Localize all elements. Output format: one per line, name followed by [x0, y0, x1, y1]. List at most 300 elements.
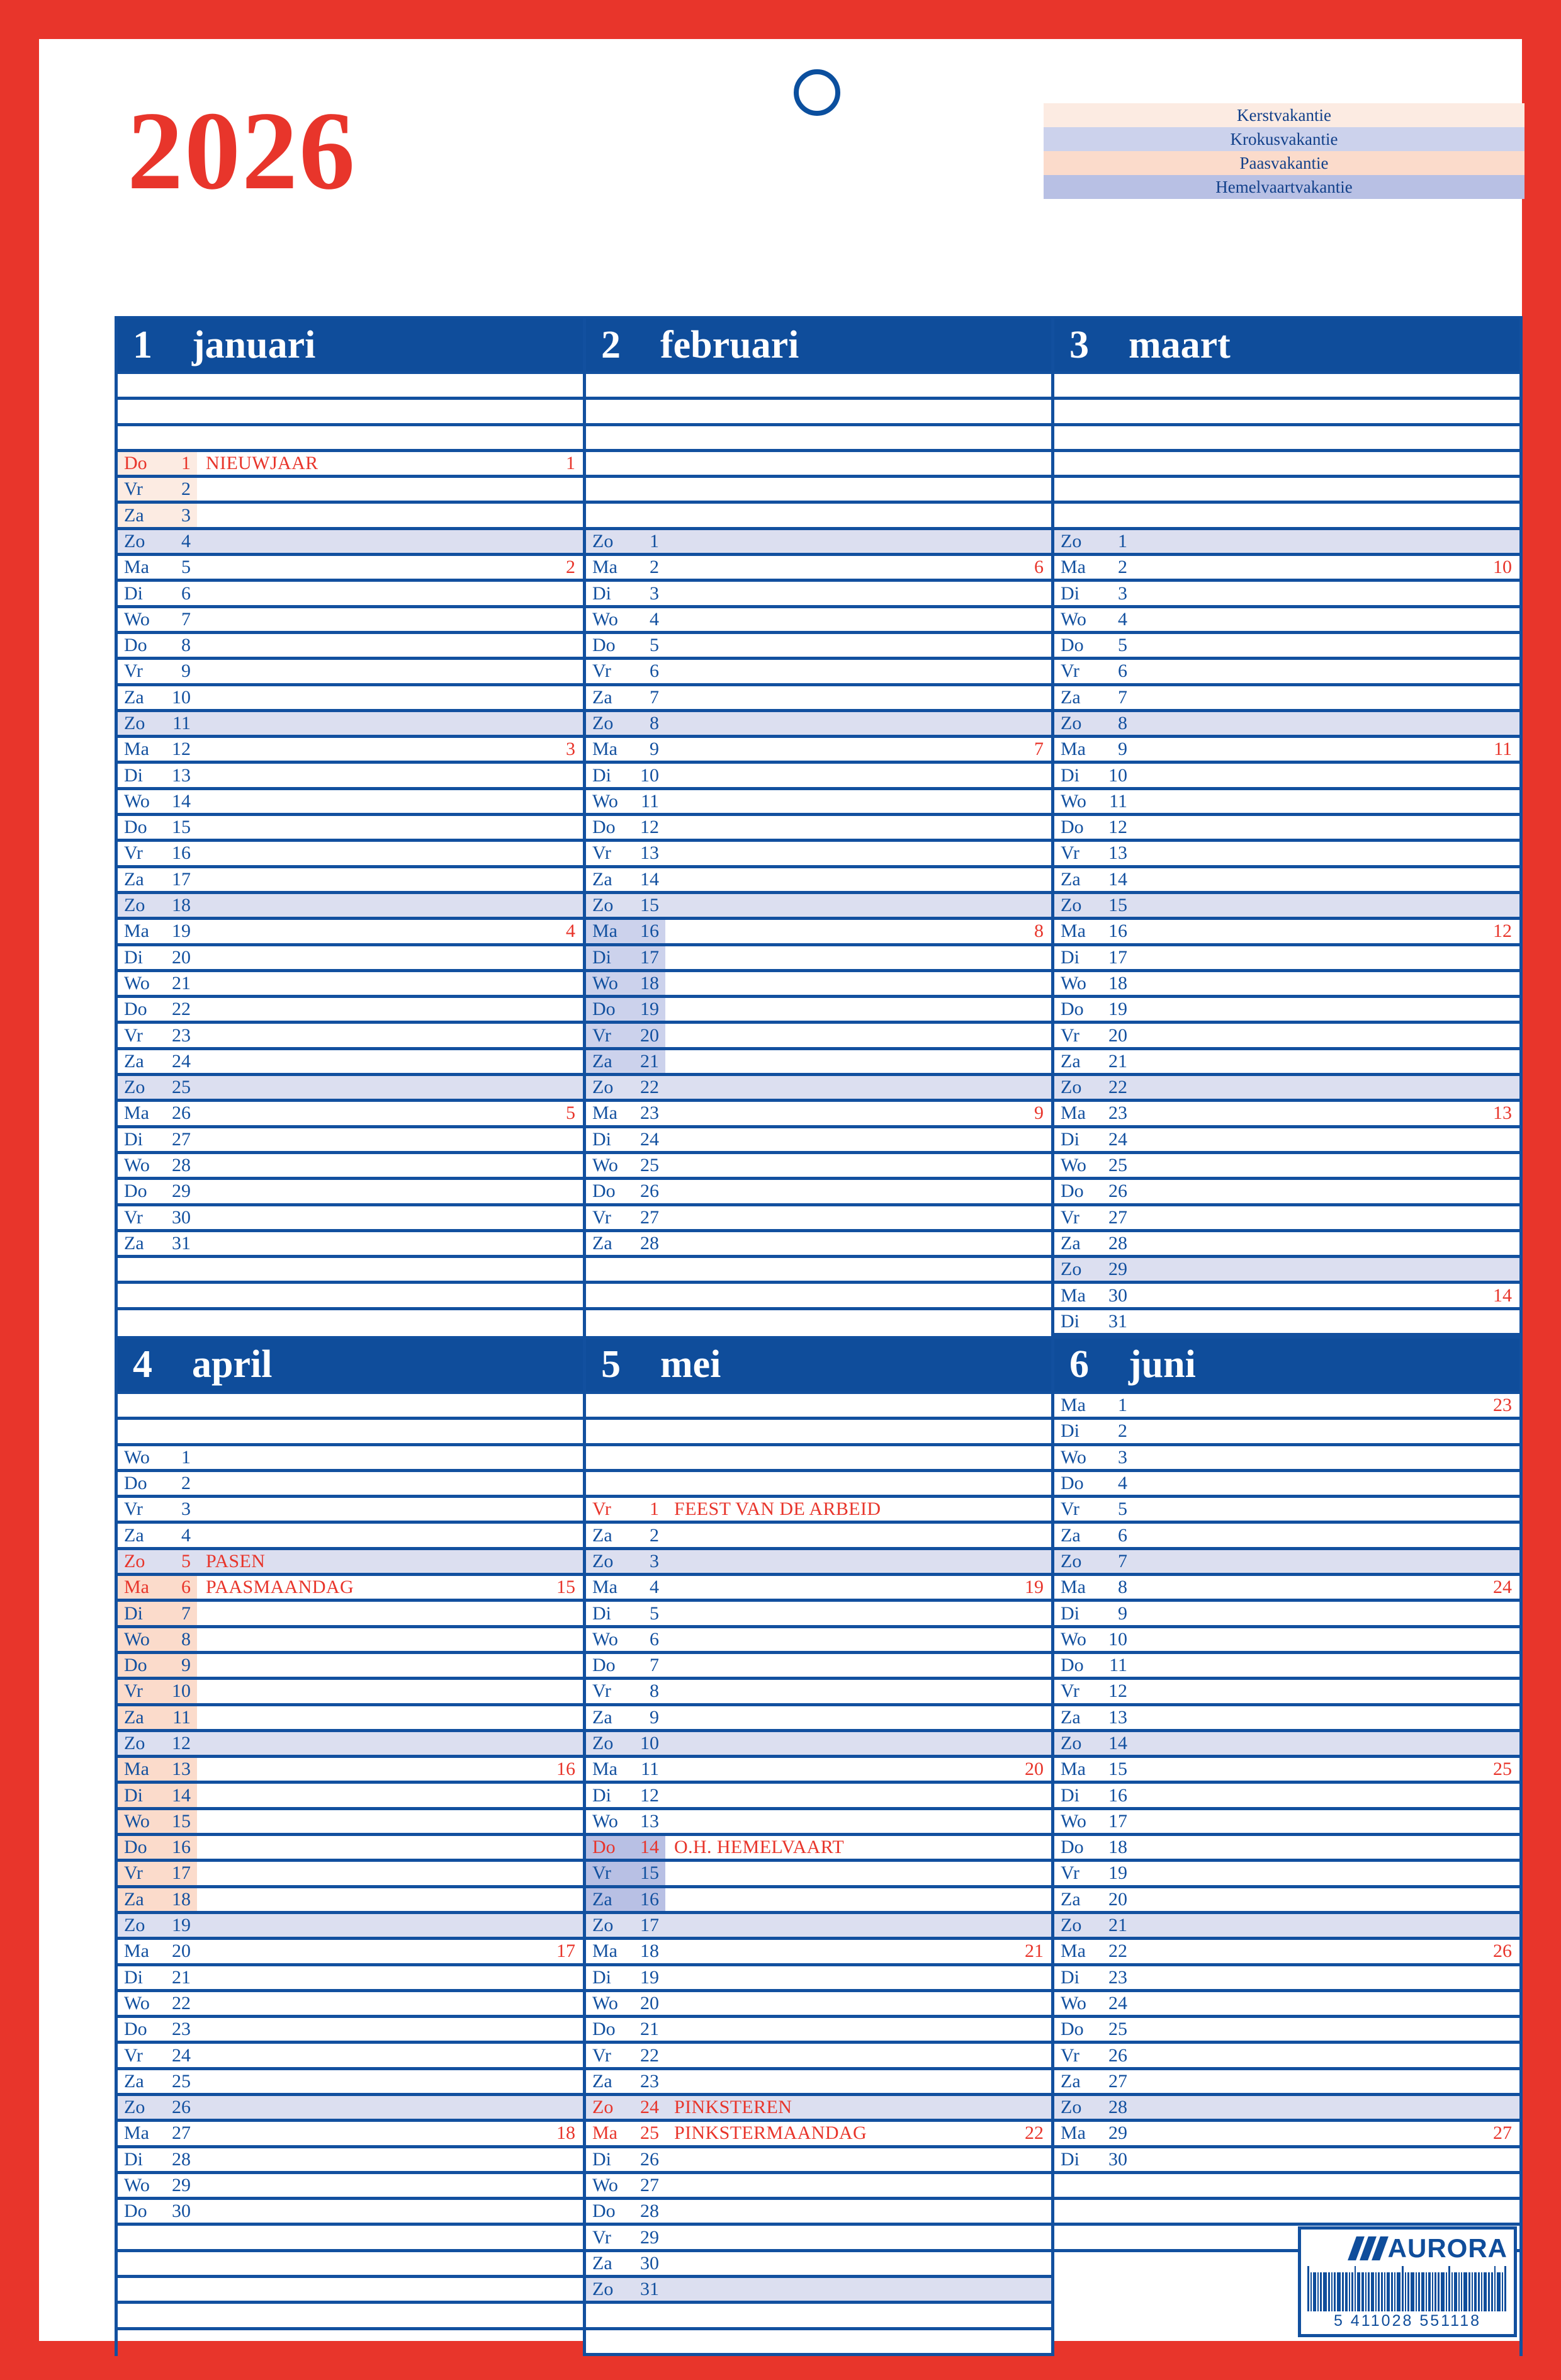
- day-number: 17: [1108, 946, 1127, 968]
- day-row[interactable]: [118, 920, 583, 946]
- day-row[interactable]: [118, 1706, 583, 1732]
- day-row[interactable]: [586, 1128, 1051, 1154]
- day-row[interactable]: [586, 1836, 1051, 1862]
- barcode-bar: [1448, 2266, 1450, 2311]
- day-of-week: Za: [124, 686, 144, 708]
- day-row[interactable]: [586, 2278, 1051, 2304]
- day-row[interactable]: [586, 1862, 1051, 1888]
- day-row[interactable]: [118, 1810, 583, 1836]
- day-row[interactable]: [586, 1232, 1051, 1258]
- day-row[interactable]: [118, 686, 583, 712]
- day-row[interactable]: [1054, 1758, 1519, 1784]
- day-row[interactable]: [1054, 1024, 1519, 1050]
- day-row[interactable]: [1054, 1284, 1519, 1310]
- day-row[interactable]: [586, 1654, 1051, 1680]
- day-number: 2: [650, 1524, 659, 1546]
- day-row[interactable]: [1054, 1836, 1519, 1862]
- day-row[interactable]: [118, 556, 583, 582]
- day-number: 1: [650, 1499, 659, 1520]
- day-row[interactable]: [586, 1524, 1051, 1550]
- day-row[interactable]: [1054, 2096, 1519, 2122]
- day-row[interactable]: [118, 1992, 583, 2018]
- day-row[interactable]: [586, 1784, 1051, 1810]
- day-row[interactable]: [586, 1602, 1051, 1628]
- day-row[interactable]: [586, 1914, 1051, 1940]
- day-row[interactable]: [118, 1550, 583, 1576]
- day-row[interactable]: [586, 1550, 1051, 1576]
- day-row[interactable]: [118, 1966, 583, 1992]
- day-row[interactable]: [118, 1914, 583, 1940]
- day-number: 20: [640, 1992, 659, 2014]
- day-row[interactable]: [118, 478, 583, 504]
- day-row[interactable]: [1054, 1180, 1519, 1206]
- day-number: 6: [650, 1628, 659, 1650]
- day-row[interactable]: [118, 2200, 583, 2226]
- day-row[interactable]: [118, 868, 583, 894]
- day-row[interactable]: [118, 1128, 583, 1154]
- day-row[interactable]: [1054, 634, 1519, 660]
- day-label: [1054, 1706, 1134, 1729]
- day-number: 30: [172, 2201, 191, 2222]
- day-row[interactable]: [1054, 2122, 1519, 2148]
- day-row[interactable]: [1054, 660, 1519, 686]
- day-row[interactable]: [1054, 1914, 1519, 1940]
- day-row[interactable]: [118, 1524, 583, 1550]
- day-row[interactable]: [586, 1024, 1051, 1050]
- day-row[interactable]: [1054, 842, 1519, 868]
- day-label: [1054, 1940, 1134, 1963]
- day-of-week: Wo: [592, 1628, 618, 1650]
- day-number: 23: [172, 2019, 191, 2040]
- day-label: [1054, 2096, 1134, 2119]
- day-row[interactable]: [118, 1498, 583, 1524]
- day-label: [1054, 1680, 1134, 1703]
- day-label: [118, 1446, 197, 1469]
- day-label: [586, 530, 665, 553]
- day-number: 22: [640, 2044, 659, 2066]
- day-row[interactable]: [586, 634, 1051, 660]
- day-of-week: Ma: [592, 1941, 617, 1962]
- day-label: [1054, 1498, 1134, 1521]
- day-row[interactable]: [1054, 1472, 1519, 1498]
- day-number: 15: [172, 817, 191, 838]
- barcode-bar: [1472, 2272, 1473, 2311]
- day-row[interactable]: [118, 634, 583, 660]
- day-label: [586, 1914, 665, 1937]
- day-of-week: Zo: [592, 713, 614, 734]
- empty-row: [586, 1258, 1051, 1284]
- day-row[interactable]: [118, 842, 583, 868]
- day-row[interactable]: [118, 894, 583, 920]
- day-row[interactable]: [1054, 1706, 1519, 1732]
- day-row[interactable]: [1054, 1862, 1519, 1888]
- day-of-week: Ma: [592, 739, 617, 760]
- day-row[interactable]: [118, 1180, 583, 1206]
- day-number: 5: [650, 635, 659, 656]
- day-row[interactable]: [1054, 1076, 1519, 1102]
- day-row[interactable]: [118, 1576, 583, 1602]
- day-label: [1054, 1284, 1134, 1306]
- day-of-week: Di: [1061, 1128, 1079, 1150]
- day-row[interactable]: [118, 1206, 583, 1232]
- day-label: [586, 2200, 665, 2223]
- day-row[interactable]: [586, 608, 1051, 634]
- day-row[interactable]: [1054, 2148, 1519, 2174]
- barcode-bar: [1349, 2272, 1350, 2311]
- day-row[interactable]: [586, 972, 1051, 998]
- day-of-week: Do: [124, 2201, 147, 2222]
- day-row[interactable]: [1054, 1394, 1519, 1420]
- day-label: [118, 1732, 197, 1755]
- day-row[interactable]: [1054, 2070, 1519, 2096]
- day-row[interactable]: [118, 1654, 583, 1680]
- day-number: 3: [650, 1550, 659, 1572]
- day-row[interactable]: [118, 790, 583, 816]
- day-row[interactable]: [1054, 1446, 1519, 1472]
- day-row[interactable]: [1054, 1102, 1519, 1128]
- day-number: 26: [640, 1181, 659, 1202]
- day-label: [1054, 1180, 1134, 1203]
- day-of-week: Wo: [1061, 790, 1086, 812]
- day-label: [1054, 894, 1134, 917]
- day-row[interactable]: [1054, 582, 1519, 608]
- day-number: 19: [1108, 999, 1127, 1020]
- day-row[interactable]: [586, 1154, 1051, 1180]
- day-row[interactable]: [586, 2018, 1051, 2044]
- day-row[interactable]: [1054, 1498, 1519, 1524]
- day-row[interactable]: [1054, 1602, 1519, 1628]
- day-row[interactable]: [1054, 1550, 1519, 1576]
- day-label: [118, 504, 197, 526]
- day-number: 16: [640, 921, 659, 942]
- legend-item-3: Hemelvaartvakantie: [1044, 175, 1524, 199]
- day-row[interactable]: [1054, 972, 1519, 998]
- day-row[interactable]: [1054, 764, 1519, 790]
- empty-row: [118, 2226, 583, 2252]
- day-row[interactable]: [1054, 1206, 1519, 1232]
- day-row[interactable]: [586, 1498, 1051, 1524]
- day-row[interactable]: [1054, 894, 1519, 920]
- day-row[interactable]: [1054, 998, 1519, 1024]
- day-label: [586, 790, 665, 813]
- day-row[interactable]: [118, 712, 583, 738]
- day-of-week: Di: [124, 1128, 143, 1150]
- day-of-week: Za: [124, 1232, 144, 1254]
- day-row[interactable]: [586, 764, 1051, 790]
- day-row[interactable]: [1054, 1128, 1519, 1154]
- day-row[interactable]: [586, 1940, 1051, 1966]
- day-number: 20: [1108, 1024, 1127, 1046]
- day-row[interactable]: [586, 1180, 1051, 1206]
- day-row[interactable]: [1054, 2018, 1519, 2044]
- day-number: 3: [1118, 1446, 1127, 1468]
- day-of-week: Wo: [1061, 1155, 1086, 1176]
- day-row[interactable]: [118, 972, 583, 998]
- day-row[interactable]: [1054, 608, 1519, 634]
- day-row[interactable]: [1054, 530, 1519, 556]
- day-row[interactable]: [1054, 920, 1519, 946]
- day-row[interactable]: [1054, 686, 1519, 712]
- day-row[interactable]: [118, 738, 583, 764]
- day-row[interactable]: [586, 946, 1051, 972]
- day-of-week: Wo: [124, 1155, 150, 1176]
- day-row[interactable]: [586, 530, 1051, 556]
- day-number: 14: [640, 868, 659, 890]
- day-of-week: Wo: [592, 1992, 618, 2014]
- day-row[interactable]: [586, 2148, 1051, 2174]
- day-row[interactable]: [586, 2226, 1051, 2252]
- day-row[interactable]: [1054, 556, 1519, 582]
- day-number: 24: [172, 1050, 191, 1072]
- day-row[interactable]: [586, 1076, 1051, 1102]
- day-row[interactable]: [586, 1732, 1051, 1758]
- week-number: 7: [1034, 739, 1044, 760]
- day-row[interactable]: [118, 452, 583, 478]
- day-row[interactable]: [586, 2044, 1051, 2070]
- day-number: 16: [172, 1837, 191, 1858]
- day-row[interactable]: [1054, 868, 1519, 894]
- day-label: [1054, 582, 1134, 604]
- day-of-week: Di: [124, 582, 143, 604]
- day-row[interactable]: [1054, 1050, 1519, 1076]
- day-row[interactable]: [586, 1102, 1051, 1128]
- day-row[interactable]: [118, 946, 583, 972]
- day-number: 11: [172, 713, 191, 734]
- week-number: 2: [566, 557, 575, 578]
- day-row[interactable]: [1054, 1154, 1519, 1180]
- day-row[interactable]: [586, 1888, 1051, 1914]
- empty-row: [118, 400, 583, 426]
- day-row[interactable]: [1054, 790, 1519, 816]
- day-row[interactable]: [118, 1732, 583, 1758]
- day-row[interactable]: [586, 2122, 1051, 2148]
- day-row[interactable]: [1054, 1810, 1519, 1836]
- day-row[interactable]: [586, 660, 1051, 686]
- day-of-week: Do: [124, 1473, 147, 1494]
- day-row[interactable]: [586, 2252, 1051, 2278]
- day-row[interactable]: [118, 1076, 583, 1102]
- day-row[interactable]: [1054, 1420, 1519, 1446]
- day-row[interactable]: [118, 2018, 583, 2044]
- day-row[interactable]: [118, 1784, 583, 1810]
- day-row[interactable]: [1054, 1576, 1519, 1602]
- day-row[interactable]: [586, 582, 1051, 608]
- day-label: [586, 2018, 665, 2041]
- day-row[interactable]: [586, 1680, 1051, 1706]
- day-number: 20: [1108, 1888, 1127, 1910]
- day-row[interactable]: [1054, 1732, 1519, 1758]
- day-of-week: Vr: [1061, 660, 1079, 682]
- day-row[interactable]: [586, 998, 1051, 1024]
- day-row[interactable]: [586, 842, 1051, 868]
- day-row[interactable]: [118, 998, 583, 1024]
- day-row[interactable]: [586, 2174, 1051, 2200]
- day-row[interactable]: [118, 764, 583, 790]
- barcode-bar: [1334, 2272, 1336, 2311]
- day-row[interactable]: [118, 1232, 583, 1258]
- day-row[interactable]: [586, 920, 1051, 946]
- day-of-week: Wo: [124, 790, 150, 812]
- day-of-week: Do: [592, 817, 616, 838]
- day-number: 28: [640, 1232, 659, 1254]
- day-row[interactable]: [1054, 1310, 1519, 1336]
- day-row[interactable]: [1054, 1784, 1519, 1810]
- day-row[interactable]: [586, 1758, 1051, 1784]
- day-label: [118, 1966, 197, 1989]
- day-label: [118, 1472, 197, 1495]
- day-row[interactable]: [118, 1888, 583, 1914]
- day-row[interactable]: [118, 608, 583, 634]
- day-number: 27: [172, 2122, 191, 2144]
- empty-row: [586, 452, 1051, 478]
- day-of-week: Zo: [124, 1732, 145, 1754]
- day-row[interactable]: [118, 2096, 583, 2122]
- day-row[interactable]: [118, 1102, 583, 1128]
- day-number: 12: [172, 1732, 191, 1754]
- day-label: [118, 1050, 197, 1073]
- day-number: 25: [172, 2070, 191, 2092]
- day-of-week: Zo: [1061, 1259, 1082, 1280]
- day-label: [586, 1180, 665, 1203]
- day-number: 4: [1118, 1473, 1127, 1494]
- day-row[interactable]: [118, 582, 583, 608]
- day-row[interactable]: [118, 530, 583, 556]
- week-number: 9: [1034, 1102, 1044, 1124]
- day-row[interactable]: [586, 1810, 1051, 1836]
- day-row[interactable]: [118, 660, 583, 686]
- day-row[interactable]: [118, 1940, 583, 1966]
- day-row[interactable]: [586, 1992, 1051, 2018]
- day-row[interactable]: [118, 2044, 583, 2070]
- day-row[interactable]: [118, 1050, 583, 1076]
- day-row[interactable]: [1054, 1524, 1519, 1550]
- day-row[interactable]: [1054, 1680, 1519, 1706]
- day-row[interactable]: [1054, 1628, 1519, 1654]
- empty-row: [1054, 504, 1519, 530]
- day-row[interactable]: [118, 816, 583, 842]
- day-number: 15: [1108, 895, 1127, 916]
- day-row[interactable]: [118, 1836, 583, 1862]
- day-of-week: Ma: [1061, 1395, 1086, 1416]
- day-row[interactable]: [586, 2070, 1051, 2096]
- day-row[interactable]: [118, 504, 583, 530]
- barcode-bar: [1307, 2266, 1309, 2311]
- day-row[interactable]: [118, 1758, 583, 1784]
- day-row[interactable]: [586, 816, 1051, 842]
- day-number: 5: [650, 1602, 659, 1624]
- day-number: 17: [172, 1862, 191, 1884]
- day-of-week: Di: [124, 1966, 143, 1988]
- day-of-week: Di: [124, 1602, 143, 1624]
- day-row[interactable]: [586, 556, 1051, 582]
- day-number: 29: [172, 2175, 191, 2196]
- day-number: 16: [1108, 921, 1127, 942]
- day-row[interactable]: [586, 1706, 1051, 1732]
- day-row[interactable]: [1054, 1258, 1519, 1284]
- day-row[interactable]: [1054, 1966, 1519, 1992]
- day-row[interactable]: [586, 1206, 1051, 1232]
- day-row[interactable]: [118, 1602, 583, 1628]
- day-label: [118, 452, 197, 475]
- month-row-group: [115, 316, 1526, 1336]
- day-number: 2: [181, 1473, 191, 1494]
- day-number: 7: [1118, 686, 1127, 708]
- day-row[interactable]: [586, 894, 1051, 920]
- day-row[interactable]: [1054, 946, 1519, 972]
- empty-row: [586, 1420, 1051, 1446]
- day-row[interactable]: [118, 2148, 583, 2174]
- day-row[interactable]: [118, 2174, 583, 2200]
- day-label: [118, 946, 197, 969]
- day-of-week: Vr: [1061, 1499, 1079, 1520]
- day-label: [586, 946, 665, 969]
- day-of-week: Di: [592, 1966, 611, 1988]
- day-row[interactable]: [118, 1862, 583, 1888]
- day-row[interactable]: [118, 1472, 583, 1498]
- day-label: [586, 2174, 665, 2197]
- day-label: [586, 1706, 665, 1729]
- day-row[interactable]: [1054, 816, 1519, 842]
- month-name: juni: [1129, 1343, 1196, 1386]
- day-of-week: Ma: [1061, 1102, 1086, 1124]
- day-row[interactable]: [118, 1154, 583, 1180]
- day-label: [1054, 842, 1134, 864]
- day-row[interactable]: [1054, 1232, 1519, 1258]
- day-row[interactable]: [586, 712, 1051, 738]
- day-row[interactable]: [586, 2200, 1051, 2226]
- day-row[interactable]: [586, 868, 1051, 894]
- day-label: [586, 712, 665, 735]
- day-label: [118, 1654, 197, 1677]
- barcode-bar: [1375, 2272, 1377, 2311]
- day-row[interactable]: [118, 1024, 583, 1050]
- day-row[interactable]: [586, 1050, 1051, 1076]
- day-row[interactable]: [118, 1446, 583, 1472]
- day-row[interactable]: [586, 738, 1051, 764]
- day-row[interactable]: [586, 2096, 1051, 2122]
- day-row[interactable]: [586, 790, 1051, 816]
- day-row[interactable]: [118, 1628, 583, 1654]
- day-row[interactable]: [586, 686, 1051, 712]
- day-row[interactable]: [118, 1680, 583, 1706]
- day-row[interactable]: [118, 2122, 583, 2148]
- day-number: 3: [650, 582, 659, 604]
- day-number: 27: [640, 2175, 659, 2196]
- day-row[interactable]: [586, 1576, 1051, 1602]
- day-of-week: Zo: [1061, 1732, 1082, 1754]
- day-row[interactable]: [1054, 738, 1519, 764]
- day-row[interactable]: [1054, 1888, 1519, 1914]
- day-label: [1054, 2122, 1134, 2145]
- day-label: [118, 1784, 197, 1806]
- day-number: 3: [181, 504, 191, 526]
- day-row[interactable]: [586, 1966, 1051, 1992]
- day-of-week: Do: [1061, 1837, 1084, 1858]
- day-of-week: Do: [592, 1837, 616, 1858]
- day-row[interactable]: [1054, 1992, 1519, 2018]
- day-row[interactable]: [1054, 1940, 1519, 1966]
- day-row[interactable]: [118, 2070, 583, 2096]
- day-row[interactable]: [1054, 712, 1519, 738]
- day-label: [1054, 1966, 1134, 1989]
- day-label: [586, 1206, 665, 1229]
- day-row[interactable]: [1054, 1654, 1519, 1680]
- day-row[interactable]: [586, 1628, 1051, 1654]
- empty-row: [586, 504, 1051, 530]
- day-label: [586, 1732, 665, 1755]
- day-of-week: Do: [1061, 635, 1084, 656]
- day-row[interactable]: [1054, 2044, 1519, 2070]
